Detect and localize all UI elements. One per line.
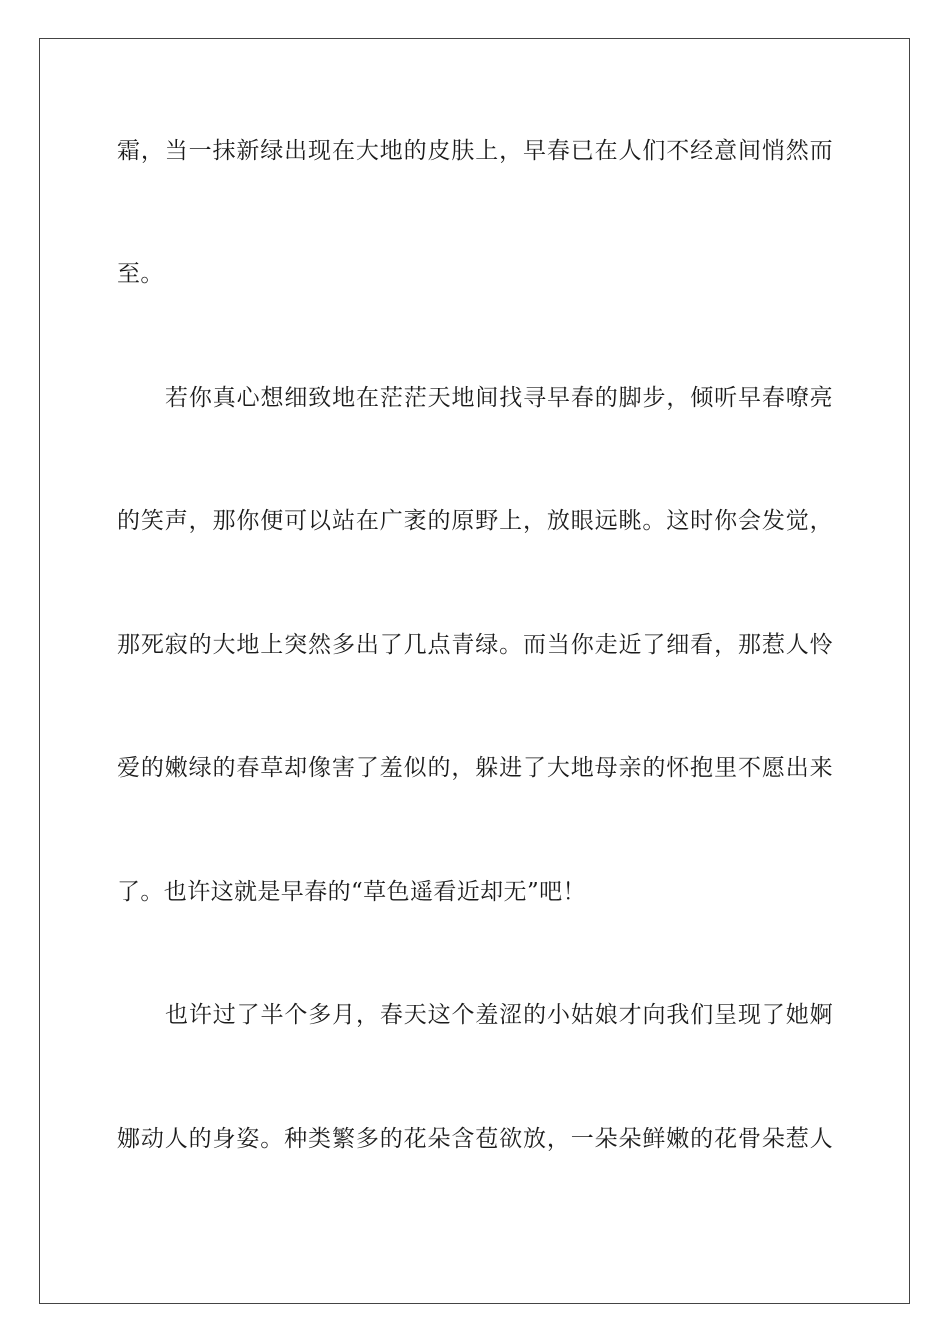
text-line: 那死寂的大地上突然多出了几点青绿。而当你走近了细看，那惹人怜 bbox=[117, 632, 833, 658]
text-line: 娜动人的身姿。种类繁多的花朵含苞欲放，一朵朵鲜嫩的花骨朵惹人 bbox=[117, 1126, 833, 1152]
text-line: 爱的嫩绿的春草却像害了羞似的，躲进了大地母亲的怀抱里不愿出来 bbox=[117, 755, 833, 781]
text-line: 也许过了半个多月，春天这个羞涩的小姑娘才向我们呈现了她婀 bbox=[165, 1002, 833, 1028]
page-border bbox=[39, 38, 910, 1304]
text-line: 霜，当一抹新绿出现在大地的皮肤上，早春已在人们不经意间悄然而 bbox=[117, 138, 833, 164]
text-line: 至。 bbox=[117, 261, 164, 287]
text-line: 了。也许这就是早春的“草色遥看近却无”吧！ bbox=[117, 879, 586, 905]
text-line: 的笑声，那你便可以站在广袤的原野上，放眼远眺。这时你会发觉， bbox=[117, 508, 833, 534]
text-line: 若你真心想细致地在茫茫天地间找寻早春的脚步，倾听早春嘹亮 bbox=[165, 385, 833, 411]
